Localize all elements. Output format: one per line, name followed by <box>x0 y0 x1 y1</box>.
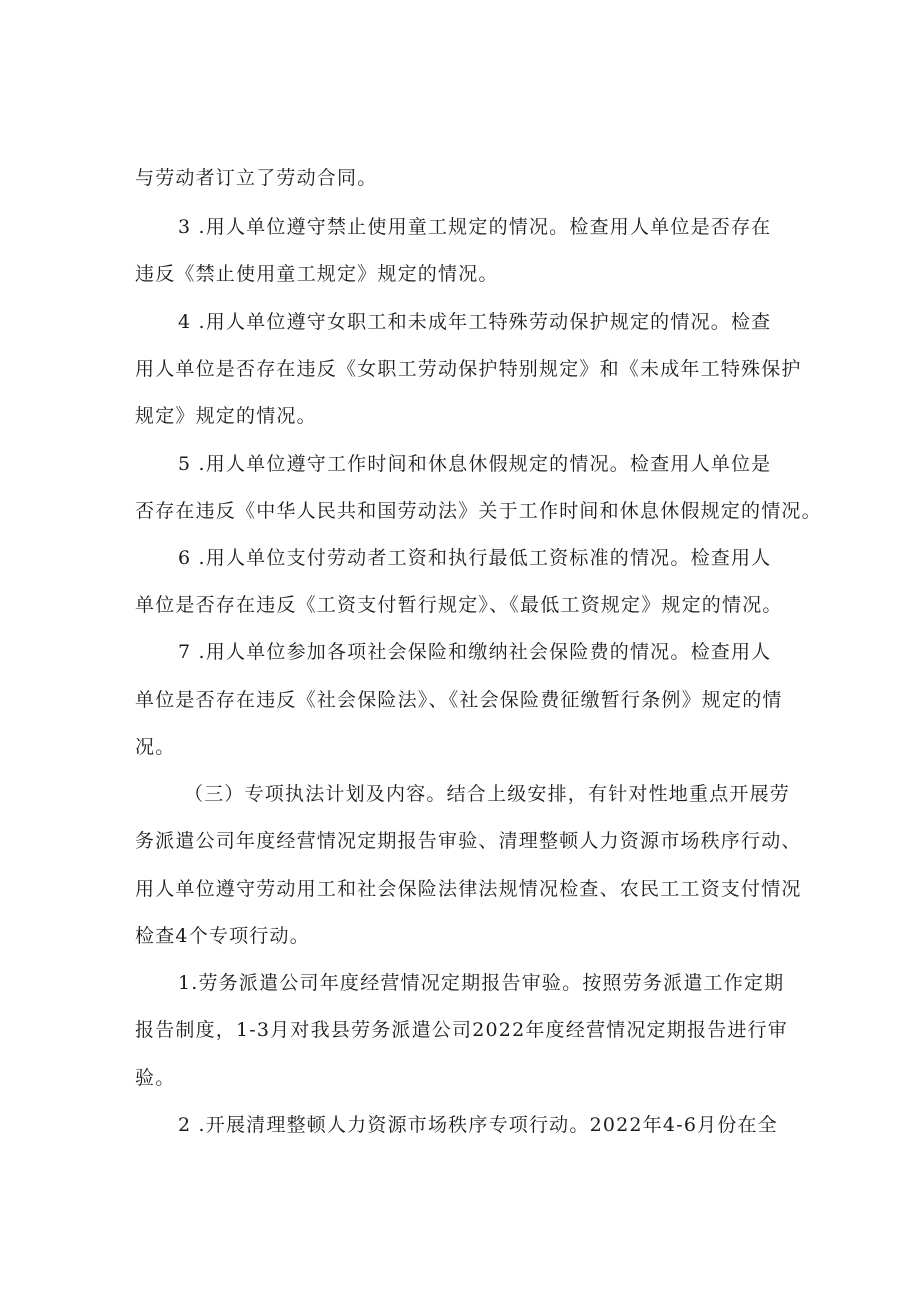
text-line: 否存在违反《中华人民共和国劳动法》关于工作时间和休息休假规定的情况。 <box>135 500 822 522</box>
text-line: 单位是否存在违反《社会保险法》、《社会保险费征缴暂行条例》规定的情 <box>135 689 783 711</box>
text-line: （三）专项执法计划及内容。结合上级安排，有针对性地重点开展劳 <box>184 783 791 805</box>
text-line: 违反《禁止使用童工规定》规定的情况。 <box>135 263 499 285</box>
text-line: 况。 <box>135 736 176 758</box>
text-line: 用人单位遵守劳动用工和社会保险法律法规情况检查、农民工工资支付情况 <box>135 878 802 900</box>
text-line: 验。 <box>135 1067 176 1089</box>
text-line: 4 .用人单位遵守女职工和未成年工特殊劳动保护规定的情况。检查 <box>178 311 772 333</box>
text-line: 与劳动者订立了劳动合同。 <box>135 167 378 189</box>
text-line: 3 .用人单位遵守禁止使用童工规定的情况。检查用人单位是否存在 <box>178 216 772 238</box>
text-line: 务派遣公司年度经营情况定期报告审验、清理整顿人力资源市场秩序行动、 <box>135 830 802 852</box>
text-line: 单位是否存在违反《工资支付暂行规定》、《最低工资规定》规定的情况。 <box>135 594 783 616</box>
text-line: 7 .用人单位参加各项社会保险和缴纳社会保险费的情况。检查用人 <box>178 641 772 663</box>
text-line: 用人单位是否存在违反《女职工劳动保护特别规定》和《未成年工特殊保护 <box>135 358 802 380</box>
text-line: 2 .开展清理整顿人力资源市场秩序专项行动。2022年4-6月份在全 <box>178 1114 778 1136</box>
text-line: 检查4个专项行动。 <box>135 925 310 947</box>
text-line: 报告制度，1-3月对我县劳务派遣公司2022年度经营情况定期报告进行审 <box>135 1019 788 1041</box>
text-line: 规定》规定的情况。 <box>135 405 317 427</box>
text-line: 5 .用人单位遵守工作时间和休息休假规定的情况。检查用人单位是 <box>178 453 772 475</box>
text-line: 6 .用人单位支付劳动者工资和执行最低工资标准的情况。检查用人 <box>178 547 772 569</box>
text-line: 1.劳务派遣公司年度经营情况定期报告审验。按照劳务派遣工作定期 <box>178 972 785 994</box>
